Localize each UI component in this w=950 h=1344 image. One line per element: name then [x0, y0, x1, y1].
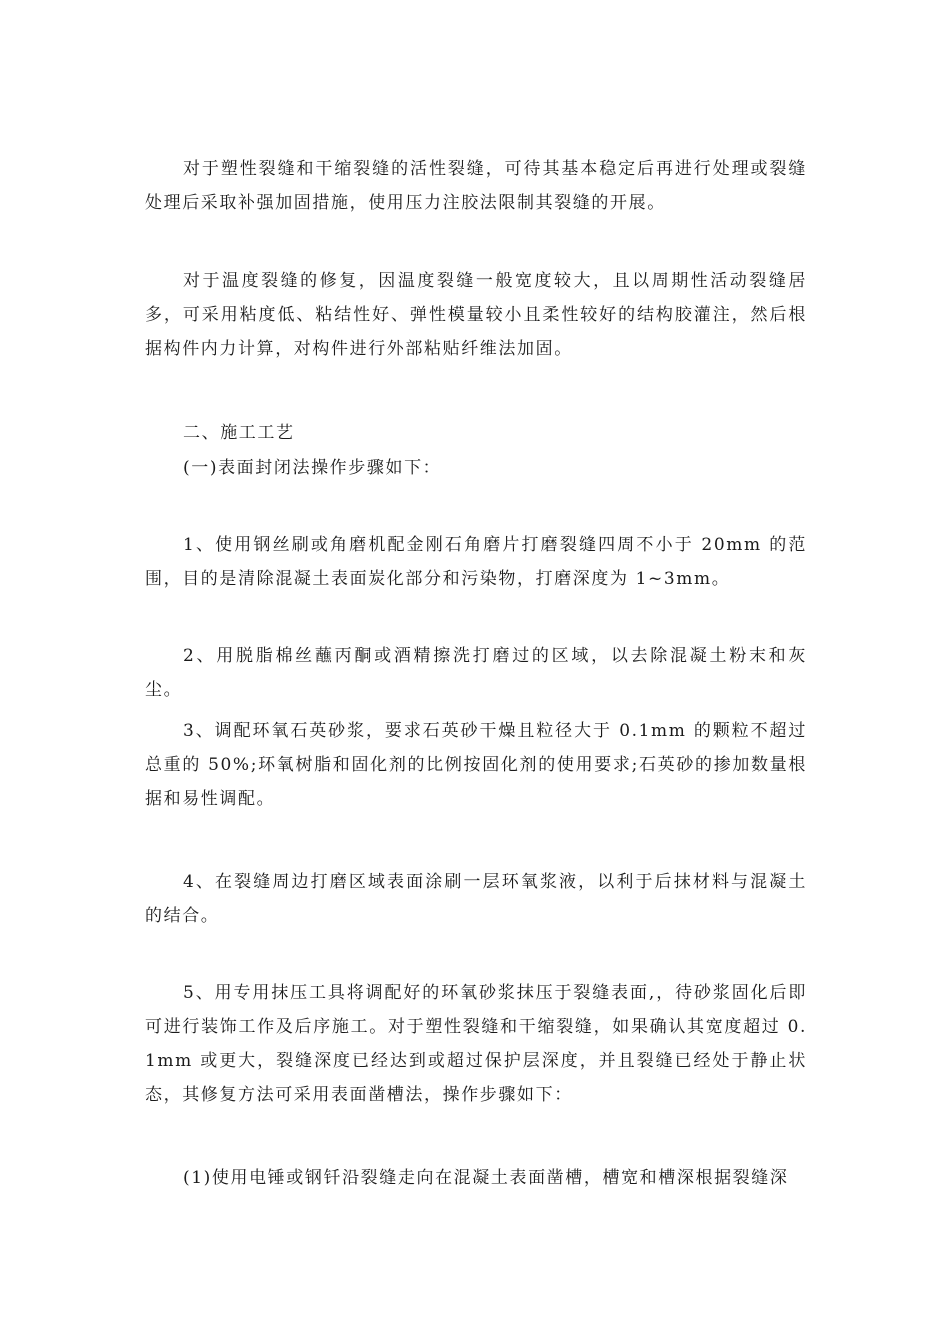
- step-1-grinding: 1、使用钢丝刷或角磨机配金刚石角磨片打磨裂缝四周不小于 20mm 的范围，目的是清除混凝土表面炭化部分和污染物，打磨深度为 1~3mm。: [145, 535, 807, 589]
- step-3-epoxy-mortar: 3、调配环氧石英砂浆，要求石英砂干燥且粒径大于 0.1mm 的颗粒不超过总重的 50%;环氧树脂和固化剂的比例按固化剂的使用要求;石英砂的掺加数量根据和易性调配。: [145, 721, 807, 809]
- subheading-surface-sealing-steps: (一)表面封闭法操作步骤如下：: [183, 458, 442, 478]
- paragraph-temperature-crack-repair: 对于温度裂缝的修复，因温度裂缝一般宽度较大，且以周期性活动裂缝居多，可采用粘度低、粘结性好、弹性模量较小且柔性较好的结构胶灌注，然后根据构件内力计算，对构件进行外部粘贴纤维法加固。: [145, 271, 807, 359]
- step-1-chiseling-groove: (1)使用电锤或钢钎沿裂缝走向在混凝土表面凿槽，槽宽和槽深根据裂缝深: [183, 1168, 789, 1188]
- paragraph-active-crack-treatment: 对于塑性裂缝和干缩裂缝的活性裂缝，可待其基本稳定后再进行处理或裂缝处理后采取补强加固措施，使用压力注胶法限制其裂缝的开展。: [145, 159, 807, 213]
- step-4-epoxy-coating: 4、在裂缝周边打磨区域表面涂刷一层环氧浆液，以利于后抹材料与混凝土的结合。: [145, 872, 807, 926]
- section-heading-construction-process: 二、施工工艺: [183, 423, 295, 443]
- step-5-plastering-and-grooving: 5、用专用抹压工具将调配好的环氧砂浆抹压于裂缝表面,，待砂浆固化后即可进行装饰工作及后序施工。对于塑性裂缝和干缩裂缝，如果确认其宽度超过 0.1mm 或更大，裂缝深度已经达到或超过保护层深度，并且裂缝已经处于静止状态，其修复方法可采用表面凿槽法，操作步骤如下：: [145, 983, 807, 1105]
- step-2-cleaning: 2、用脱脂棉丝蘸丙酮或酒精擦洗打磨过的区域，以去除混凝土粉末和灰尘。: [145, 646, 807, 700]
